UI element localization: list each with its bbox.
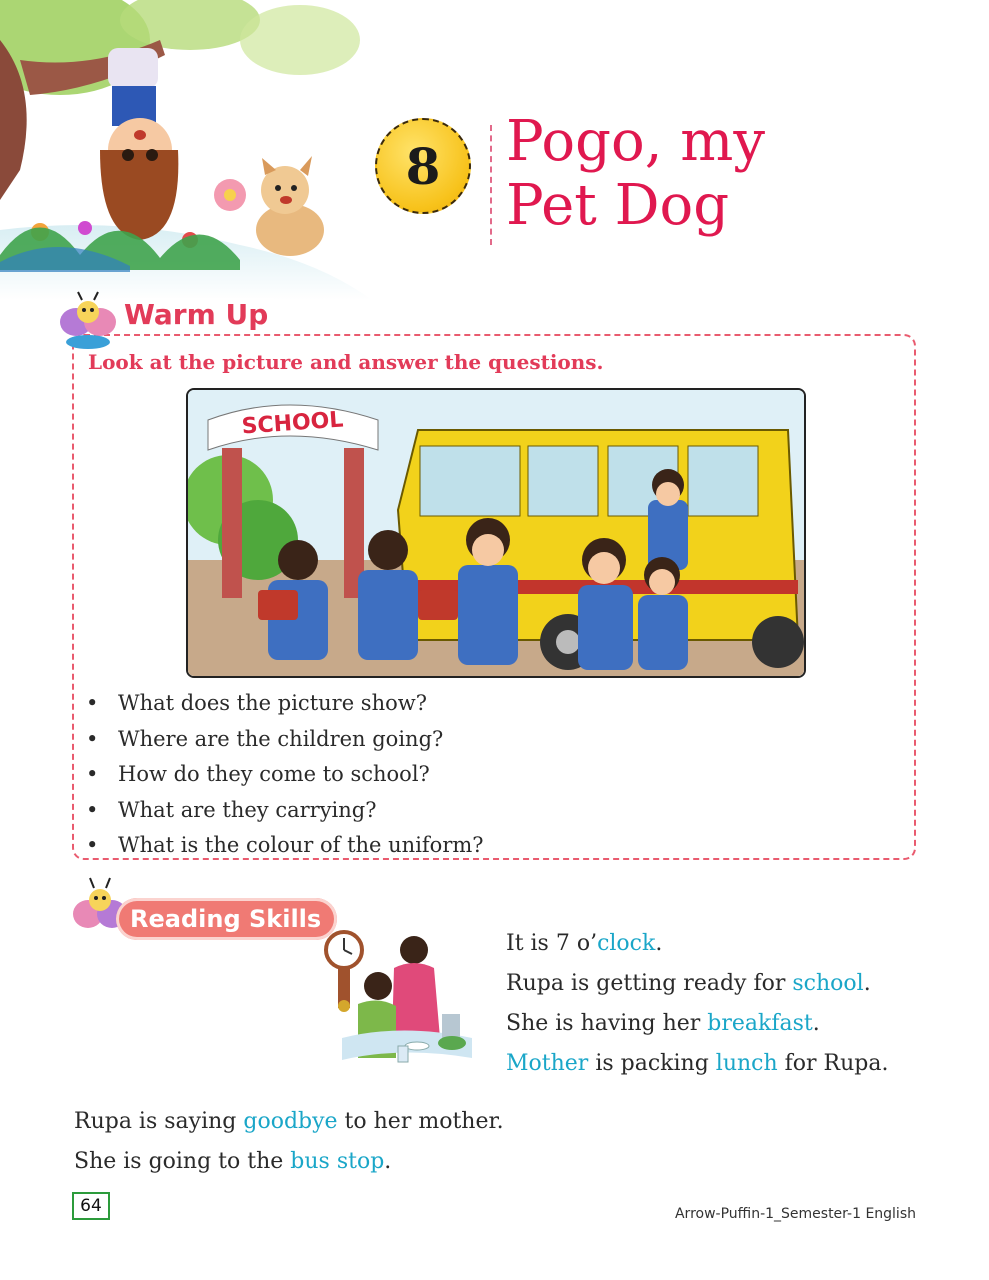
breakfast-illustration [322, 928, 472, 1080]
school-bus-picture [186, 388, 806, 678]
keyword: breakfast [707, 1011, 813, 1036]
bullet-icon: • [86, 726, 99, 751]
line-text: . [655, 931, 663, 956]
bullet-icon: • [86, 833, 99, 857]
keyword: clock [597, 931, 656, 956]
line-text: Rupa is getting ready for [506, 971, 793, 996]
line-text: . [812, 1011, 820, 1036]
question-text: Where are the children going? [118, 726, 444, 751]
line-text: for Rupa. [777, 1051, 889, 1076]
list-item [84, 793, 484, 829]
reading-skills-heading [116, 898, 337, 940]
warm-up-instruction: Look at the picture and answer the questions. [88, 350, 604, 374]
list-item [84, 828, 484, 864]
chapter-illustration [0, 0, 380, 300]
line-text: . [384, 1149, 392, 1174]
warm-up-questions [84, 686, 484, 864]
reading-passage-continued [74, 1102, 504, 1182]
line-text: to her mother. [337, 1109, 504, 1134]
book-footer: Arrow-Puffin-1_Semester-1 English [674, 1206, 916, 1222]
question-text: What is the colour of the uniform? [118, 833, 484, 857]
question-text: What does the picture show? [118, 691, 427, 715]
reading-passage [506, 924, 888, 1084]
page-number: 64 [72, 1192, 110, 1220]
line-text: is packing [588, 1051, 716, 1076]
chapter-title-line2: Pet Dog [506, 173, 730, 238]
list-item [84, 686, 484, 722]
school-sign: SCHOOL [240, 407, 345, 440]
keyword: school [792, 971, 864, 996]
chapter-title-line1: Pogo, my [506, 109, 766, 174]
chapter-title [506, 110, 806, 238]
chapter-number-badge [375, 118, 471, 214]
line-text: She is going to the [74, 1149, 291, 1174]
passage-line [506, 964, 888, 1004]
bullet-icon: • [86, 691, 99, 715]
reading-skills-label: Reading Skills [130, 905, 322, 933]
list-item [84, 757, 484, 793]
passage-line [74, 1142, 504, 1182]
question-text: What are they carrying? [118, 797, 377, 822]
keyword: bus stop [290, 1149, 385, 1174]
keyword: Mother [506, 1051, 589, 1076]
line-text: She is having her [506, 1011, 708, 1036]
question-text: How do they come to school? [118, 762, 430, 786]
line-text: It is 7 o’ [506, 931, 598, 956]
line-text: Rupa is saying [74, 1109, 244, 1134]
chapter-number: 8 [405, 136, 441, 196]
bullet-icon: • [86, 797, 99, 822]
line-text: . [863, 971, 871, 996]
passage-line [506, 924, 888, 964]
keyword: lunch [715, 1051, 778, 1076]
keyword: goodbye [243, 1109, 338, 1134]
chapter-divider [490, 125, 492, 245]
passage-line [506, 1004, 888, 1044]
passage-line [506, 1044, 888, 1084]
list-item [84, 722, 484, 758]
bullet-icon: • [86, 762, 99, 786]
butterfly-mascot-icon [56, 290, 120, 354]
warm-up-heading: Warm Up [118, 298, 274, 331]
passage-line [74, 1102, 504, 1142]
